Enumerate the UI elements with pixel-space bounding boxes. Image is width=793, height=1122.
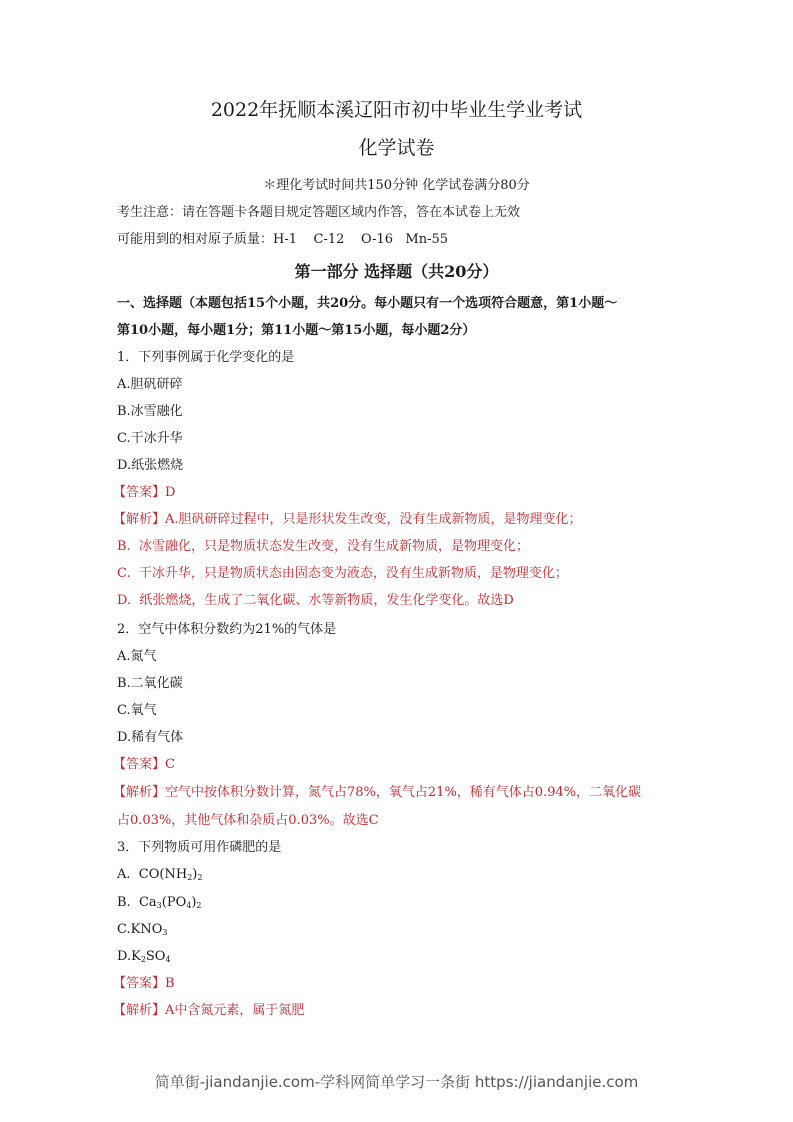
- question-1-stem: 1．下列事例属于化学变化的是: [117, 350, 295, 365]
- time-note: ＊理化考试时间共150分钟 化学试卷满分80分: [263, 178, 530, 193]
- answer-value: C: [165, 757, 175, 772]
- answer-label: 【答案】: [113, 976, 166, 991]
- atomic-masses: 可能用到的相对原子质量：H-1 C-12 O-16 Mn-55: [117, 232, 449, 247]
- option-prefix: D.: [117, 949, 132, 964]
- question-3-option-a: [117, 867, 202, 883]
- answer-value: B: [165, 976, 175, 991]
- section-instruction-line2: 第10小题，每小题1分；第11小题～第15小题，每小题2分）: [117, 323, 476, 338]
- question-2-answer: [113, 757, 175, 773]
- question-1-analysis-line2: B. 冰雪融化，只是物质状态发生改变，没有生成新物质，是物理变化；: [117, 539, 529, 554]
- formula-subscript: 4: [165, 955, 171, 964]
- answer-label: 【答案】: [113, 485, 166, 500]
- formula-part: SO: [145, 949, 166, 964]
- formula-subscript: 2: [140, 955, 146, 964]
- exam-title: 2022年抚顺本溪辽阳市初中毕业生学业考试: [210, 99, 583, 121]
- formula-part: CO(NH: [138, 867, 188, 882]
- question-2-option-a: A.氮气: [117, 649, 157, 664]
- exam-notice: 考生注意：请在答题卡各题目规定答题区域内作答，答在本试卷上无效: [117, 205, 521, 220]
- formula-subscript: 2: [187, 873, 193, 882]
- analysis-label: 【解析】: [113, 512, 166, 527]
- question-1-option-d: D.纸张燃烧: [117, 458, 184, 473]
- analysis-text: A中含氮元素，属于氮肥: [165, 1003, 305, 1018]
- formula-part: Ca: [138, 895, 157, 910]
- question-3-answer: [113, 976, 175, 992]
- question-1-answer: [113, 485, 175, 501]
- analysis-label: 【解析】: [113, 785, 166, 800]
- question-2-option-c: C.氧气: [117, 703, 157, 718]
- formula-part: ): [192, 867, 198, 882]
- formula-part: ): [191, 895, 197, 910]
- analysis-text: 空气中按体积分数计算，氮气占78%，氧气占21%，稀有气体占0.94%，二氧化碳: [165, 785, 642, 800]
- formula-part: KNO: [130, 922, 163, 937]
- question-3-option-b: [117, 895, 202, 911]
- question-2-stem: 2．空气中体积分数约为21%的气体是: [117, 622, 337, 637]
- formula-subscript: 4: [186, 901, 192, 910]
- question-1-analysis-line3: C. 干冰升华，只是物质状态由固态变为液态，没有生成新物质，是物理变化；: [117, 566, 568, 581]
- question-2-option-b: B.二氧化碳: [117, 676, 183, 691]
- answer-value: D: [165, 485, 176, 500]
- question-2-analysis-line2: 占0.03%，其他气体和杂质占0.03%。故选C: [117, 813, 379, 828]
- question-3-option-d: [117, 949, 171, 965]
- option-prefix: B.: [117, 895, 139, 910]
- formula-subscript: 2: [197, 873, 203, 882]
- question-1-option-b: B.冰雪融化: [117, 404, 183, 419]
- section-instruction-line1: 一、选择题（本题包括15个小题，共20分。每小题只有一个选项符合题意，第1小题～: [117, 296, 618, 311]
- analysis-text: A.胆矾研碎过程中，只是形状发生改变，没有生成新物质，是物理变化；: [165, 512, 582, 527]
- exam-subtitle: 化学试卷: [358, 137, 435, 159]
- part-title: 第一部分 选择题（共20分）: [294, 262, 499, 281]
- answer-label: 【答案】: [113, 757, 166, 772]
- question-1-option-c: C.干冰升华: [117, 431, 183, 446]
- footer-watermark: 简单街-jiandanjie.com-学科网简单学习一条街 https://jiandanjie.com: [154, 1073, 639, 1091]
- formula-subscript: 2: [196, 901, 202, 910]
- formula-subscript: 3: [162, 928, 168, 937]
- formula-part: K: [131, 949, 141, 964]
- option-prefix: A.: [117, 867, 139, 882]
- question-1-analysis-line1: [113, 512, 582, 528]
- question-2-analysis-line1: [113, 785, 641, 801]
- question-1-option-a: A.胆矾研碎: [117, 377, 183, 392]
- formula-part: (PO: [161, 895, 187, 910]
- formula-subscript: 3: [156, 901, 162, 910]
- analysis-label: 【解析】: [113, 1003, 166, 1018]
- question-3-option-c: [117, 922, 167, 938]
- option-prefix: C.: [117, 922, 131, 937]
- question-2-option-d: D.稀有气体: [117, 730, 184, 745]
- question-1-analysis-line4: D. 纸张燃烧，生成了二氧化碳、水等新物质，发生化学变化。故选D: [117, 593, 514, 608]
- question-3-analysis-line1: [113, 1003, 304, 1019]
- question-3-stem: 3．下列物质可用作磷肥的是: [117, 840, 282, 855]
